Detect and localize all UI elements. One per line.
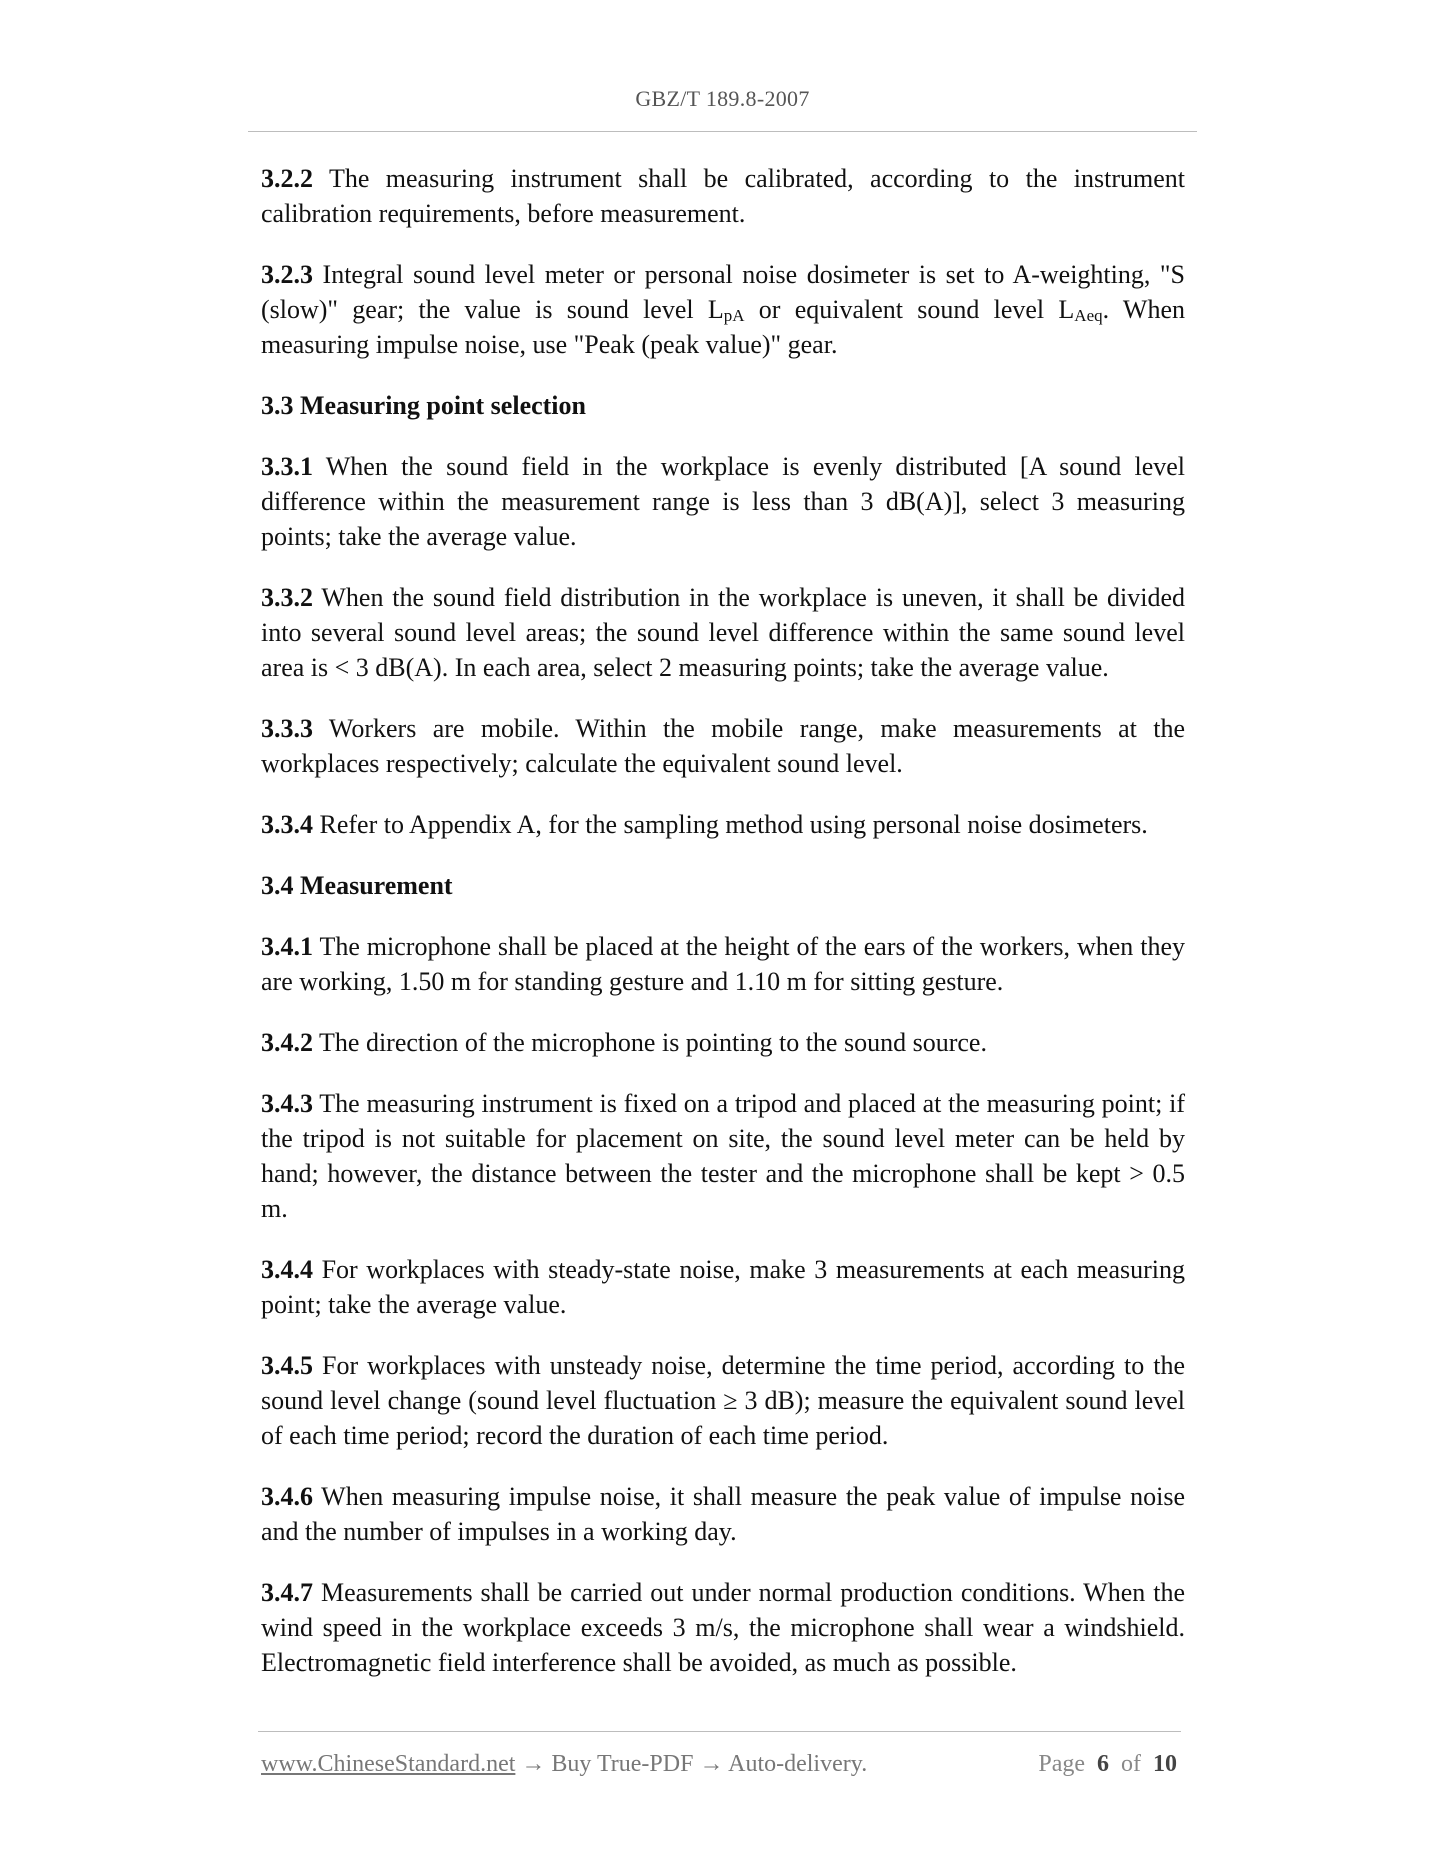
section-heading-3-4: 3.4 Measurement — [261, 871, 453, 900]
page-indicator — [1038, 1751, 1177, 1778]
clause-3-3-1 — [261, 449, 1185, 554]
clause-3-4-7 — [261, 1575, 1185, 1680]
page-header: GBZ/T 189.8-2007 — [635, 86, 810, 111]
clause-3-2-2 — [261, 161, 1185, 231]
clause-3-4-5 — [261, 1348, 1185, 1453]
clause-number: 3.4.4 — [261, 1255, 313, 1284]
page-of: of — [1121, 1751, 1141, 1777]
clause-text: or equivalent sound level L — [744, 295, 1075, 324]
clause-text: . When measuring impulse noise, use "Peak (peak value)" gear. — [261, 295, 1185, 359]
clause-3-3-3 — [261, 711, 1185, 781]
clause-number: 3.4.2 — [261, 1028, 313, 1057]
clause-text: For workplaces with steady-state noise, make 3 measurements at each measuring point; take the average value. — [261, 1255, 1185, 1319]
clause-3-4-3 — [261, 1086, 1185, 1226]
footer-promo — [261, 1751, 867, 1778]
subscript-aeq: Aeq — [1074, 306, 1103, 325]
clause-number: 3.4.1 — [261, 932, 313, 961]
footer-divider — [258, 1731, 1181, 1732]
clause-number: 3.4.5 — [261, 1351, 313, 1380]
subscript-pa: pA — [723, 306, 745, 325]
clause-text: Measurements shall be carried out under normal production conditions. When the wind speed in the workplace exceeds 3 m/s, the microphone shall wear a windshield. Electromagnetic field interference shall be avoided, as much as possible. — [261, 1578, 1185, 1677]
clause-3-4-1 — [261, 929, 1185, 999]
clause-text: When the sound field in the workplace is evenly distributed [A sound level difference within the measurement range is less than 3 dB(A)], select 3 measuring points; take the average value. — [261, 452, 1185, 551]
section-heading-3-3: 3.3 Measuring point selection — [261, 391, 586, 420]
clause-text: When measuring impulse noise, it shall measure the peak value of impulse noise and the number of impulses in a working day. — [261, 1482, 1185, 1546]
clause-3-2-3 — [261, 257, 1185, 362]
clause-text: Integral sound level meter or personal noise dosimeter is set to A-weighting, "S (slow)" gear; the value is sound level L — [261, 260, 1185, 324]
clause-text: Workers are mobile. Within the mobile range, make measurements at the workplaces respectively; calculate the equivalent sound level. — [261, 714, 1185, 778]
clause-number: 3.3.1 — [261, 452, 313, 481]
clause-3-3-2 — [261, 580, 1185, 685]
clause-number: 3.4.7 — [261, 1578, 313, 1607]
clause-number: 3.2.2 — [261, 164, 313, 193]
clause-number: 3.3.2 — [261, 583, 313, 612]
document-body — [261, 161, 1185, 1706]
footer-text: → Buy True-PDF → Auto-delivery. — [515, 1751, 868, 1777]
clause-text: The microphone shall be placed at the height of the ears of the workers, when they are working, 1.50 m for standing gesture and 1.10 m for sitting gesture. — [261, 932, 1185, 996]
clause-number: 3.4.3 — [261, 1089, 313, 1118]
page-current: 6 — [1097, 1751, 1109, 1777]
clause-number: 3.3.4 — [261, 810, 313, 839]
clause-text: The direction of the microphone is pointing to the sound source. — [313, 1028, 987, 1057]
clause-text: Refer to Appendix A, for the sampling method using personal noise dosimeters. — [313, 810, 1148, 839]
clause-number: 3.3.3 — [261, 714, 313, 743]
site-link[interactable]: www.ChineseStandard.net — [261, 1751, 516, 1777]
header-divider — [248, 131, 1197, 132]
clause-3-4-6 — [261, 1479, 1185, 1549]
clause-3-4-4 — [261, 1252, 1185, 1322]
clause-text: The measuring instrument shall be calibrated, according to the instrument calibration requirements, before measurement. — [261, 164, 1185, 228]
page-total: 10 — [1153, 1751, 1177, 1777]
clause-3-3-4 — [261, 807, 1185, 842]
clause-number: 3.2.3 — [261, 260, 313, 289]
clause-text: The measuring instrument is fixed on a tripod and placed at the measuring point; if the tripod is not suitable for placement on site, the sound level meter can be held by hand; however, the distance between the tester and the microphone shall be kept > 0.5 m. — [261, 1089, 1185, 1223]
clause-number: 3.4.6 — [261, 1482, 313, 1511]
page-label: Page — [1038, 1751, 1085, 1777]
clause-text: When the sound field distribution in the workplace is uneven, it shall be divided into several sound level areas; the sound level difference within the same sound level area is < 3 dB(A). In each area, select 2 measuring points; take the average value. — [261, 583, 1185, 682]
clause-3-4-2 — [261, 1025, 1185, 1060]
clause-text: For workplaces with unsteady noise, determine the time period, according to the sound level change (sound level fluctuation ≥ 3 dB); measure the equivalent sound level of each time period; record the duration of each time period. — [261, 1351, 1185, 1450]
